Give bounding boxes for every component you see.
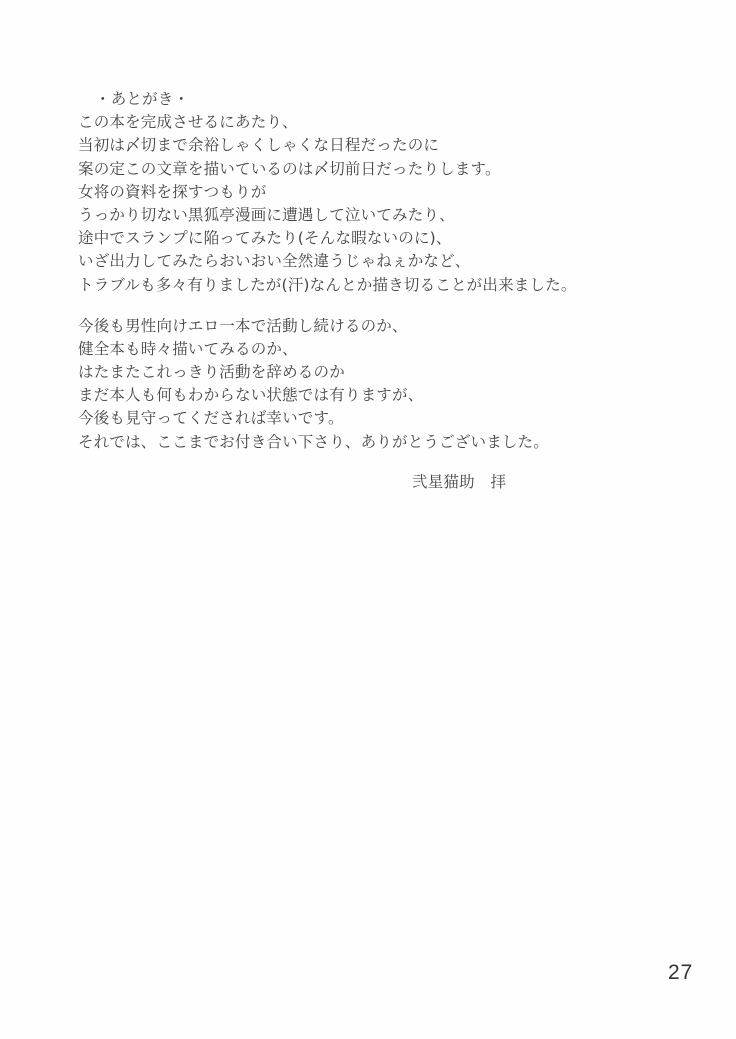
afterword-paragraph1-line: この本を完成させるにあたり、 bbox=[78, 113, 298, 132]
afterword-paragraph2-line: はたまたこれっきり活動を辞めるのか bbox=[78, 363, 345, 382]
paragraph-gap bbox=[78, 297, 638, 315]
afterword-paragraph1-line: いざ出力してみたらおいおい全然違うじゃねぇかなど、 bbox=[78, 252, 471, 271]
afterword-paragraph2-line: 健全本も時々描いてみるのか、 bbox=[78, 339, 298, 358]
afterword-paragraph2-line: まだ本人も何もわからない状態では有りますが、 bbox=[78, 386, 424, 405]
afterword-title: ・あとがき・ bbox=[95, 90, 190, 108]
afterword-paragraph1-line: 当初は〆切まで余裕しゃくしゃくな日程だったのに bbox=[78, 136, 440, 155]
page-number: 27 bbox=[668, 961, 694, 984]
afterword-paragraph2-line: 今後も男性向けエロ一本で活動し続けるのか、 bbox=[78, 316, 408, 335]
afterword-paragraph2-line: それでは、ここまでお付き合い下さり、ありがとうございました。 bbox=[78, 432, 550, 451]
afterword-text-block bbox=[78, 88, 638, 494]
afterword-paragraph1-line: 途中でスランプに陥ってみたり(そんな暇ないのに)、 bbox=[78, 229, 452, 248]
afterword-paragraph1-line: 案の定この文章を描いているのは〆切前日だったりします。 bbox=[78, 159, 501, 178]
afterword-paragraph1-line: 女将の資料を探すつもりが bbox=[78, 182, 267, 201]
afterword-paragraph1-line: うっかり切ない黒狐亭漫画に遭遇して泣いてみたり、 bbox=[78, 205, 455, 224]
afterword-paragraph1-line: トラブルも多々有りましたが(汗)なんとか描き切ることが出来ました。 bbox=[78, 275, 577, 294]
afterword-signature: 弐星猫助 拝 bbox=[412, 472, 507, 491]
afterword-paragraph2-line: 今後も見守ってくだされば幸いです。 bbox=[78, 409, 344, 428]
